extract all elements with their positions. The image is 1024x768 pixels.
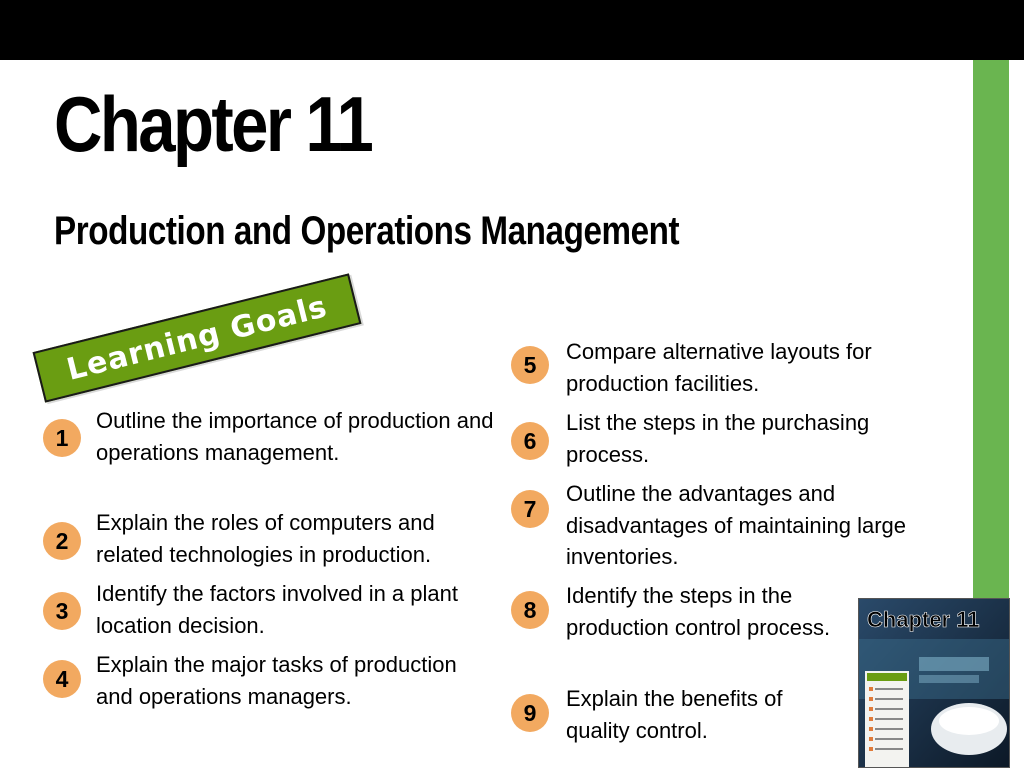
- goal-text: Outline the advantages and disadvantages of maintaining large inventories.: [566, 481, 907, 569]
- top-bar: [0, 0, 1024, 60]
- goal-number-badge: 6: [511, 422, 549, 460]
- goal-text: Compare alternative layouts for production facilities.: [566, 339, 872, 396]
- goal-text: Identify the factors involved in a plant location decision.: [96, 581, 458, 638]
- side-stripe: [973, 60, 1009, 600]
- goal-number-badge: 4: [43, 660, 81, 698]
- goal-text: Explain the benefits of quality control.: [566, 686, 783, 743]
- goal-number-badge: 3: [43, 592, 81, 630]
- book-cover-thumbnail: [858, 598, 1010, 768]
- goal-text: List the steps in the purchasing process.: [566, 410, 870, 467]
- goal-text: Outline the importance of production and operations management.: [96, 408, 494, 465]
- learning-goals-label: Learning Goals: [63, 288, 331, 388]
- goal-text: Identify the steps in the production control process.: [566, 583, 831, 640]
- book-cover-title: Chapter 11: [867, 607, 980, 632]
- goal-text: Explain the roles of computers and related technologies in production.: [96, 510, 435, 567]
- goal-text: Explain the major tasks of production and operations managers.: [96, 652, 457, 709]
- slide-title: Chapter 11: [54, 80, 372, 168]
- book-cover-art: [859, 599, 1010, 768]
- goal-number-badge: 1: [43, 419, 81, 457]
- goal-number-badge: 7: [511, 490, 549, 528]
- goal-number-badge: 9: [511, 694, 549, 732]
- goal-number-badge: 2: [43, 522, 81, 560]
- learning-goals-banner: [33, 273, 362, 402]
- goal-number-badge: 5: [511, 346, 549, 384]
- slide-subtitle: Production and Operations Management: [54, 209, 680, 253]
- goal-number-badge: 8: [511, 591, 549, 629]
